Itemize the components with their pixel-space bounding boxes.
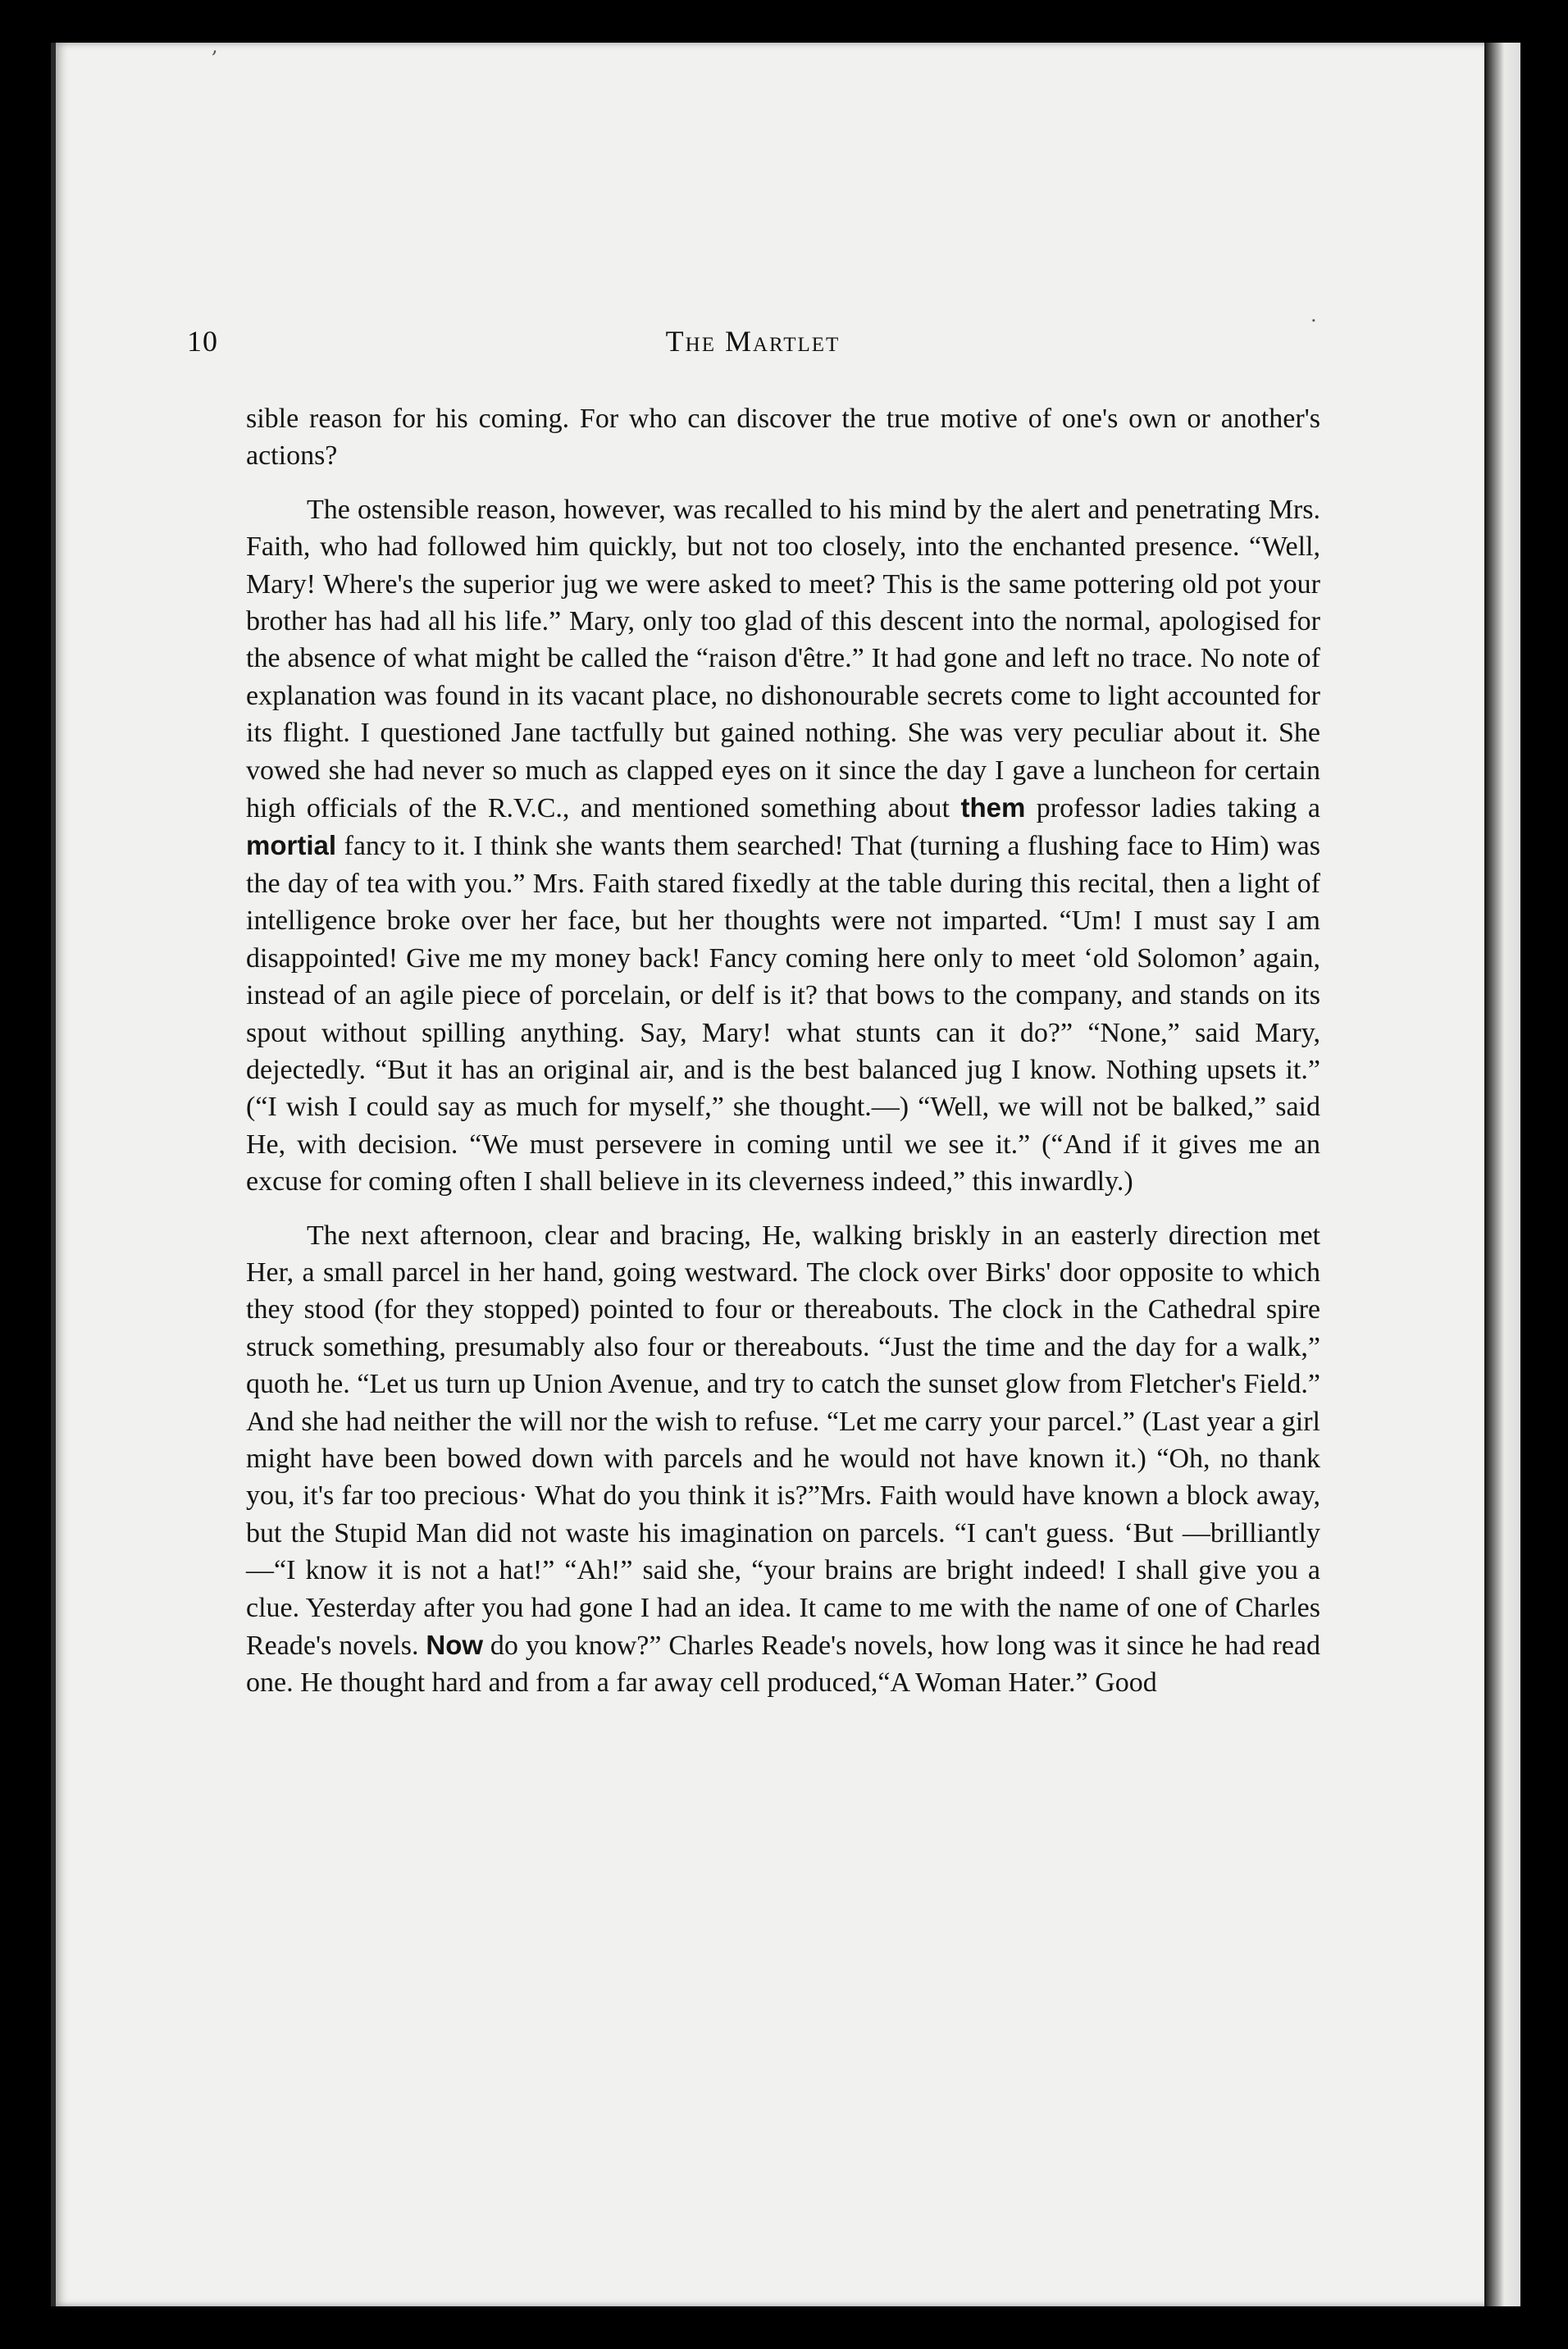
paragraph-text: do you know?” Charles Reade's novels, how long was it since he had read one. He thought hard and from a far away cell produced,“A Woman Hater.” Good: [246, 1631, 1320, 1699]
body-text: [246, 400, 1320, 1702]
paragraph: [246, 491, 1320, 1201]
scan-speck: .: [1310, 303, 1317, 326]
facing-page-edge: [1484, 43, 1520, 2306]
paragraph-text: The next afternoon, clear and bracing, He, walking briskly in an easterly direction met Her, a small parcel in her hand, going westward. The clock over Birks' door opposite to which they stood (for they stopped) pointed to four or thereabouts. The clock in the Cathedral spire struck something, presumably also four or thereabouts. “Just the time and the day for a walk,” quoth he. “Let us turn up Union Avenue, and try to catch the sunset glow from Fletcher's Field.” And she had neither the will nor the wish to refuse. “Let me carry your parcel.” (Last year a girl might have been bowed down with parcels and he would not have known it.) “Oh, no thank you, it's far too precious· What do you think it is?”Mrs. Faith would have known a block away, but the Stupid Man did not waste his imagination on parcels. “I can't guess. ‘But —brilliantly—“I know it is not a hat!” “Ah!” said she, “your brains are bright indeed! I shall give you a clue. Yesterday after you had gone I had an idea. It came to me with the name of one of Charles Reade's novels.: [246, 1220, 1320, 1661]
scan-speck: ,: [212, 34, 218, 57]
bold-word: mortial: [246, 830, 337, 861]
paragraph-text: fancy to it. I think she wants them searched! That (turning a flushing face to Him) was the day of tea with you.” Mrs. Faith stared fixedly at the table during this recital, then a light of intelligence broke over her face, but her thoughts were not imparted. “Um! I must say I am disappointed! Give me my money back! Fancy coming here only to meet ‘old Solomon’ again, instead of an agile piece of porcelain, or delf is it? that bows to the company, and stands on its spout without spilling anything. Say, Mary! what stunts can it do?” “None,” said Mary, dejectedly. “But it has an original air, and is the best balanced jug I know. Nothing upsets it.” (“I wish I could say as much for myself,” she thought.—) “Well, we will not be balked,” said He, with decision. “We must persevere in coming until we see it.” (“And if it gives me an excuse for coming often I shall believe in its cleverness indeed,” this inwardly.): [246, 831, 1320, 1197]
paragraph-text: professor ladies taking a: [1025, 793, 1320, 824]
page-header: [187, 324, 1319, 373]
paragraph-text: The ostensible reason, however, was recalled to his mind by the alert and penetrating Mrs. Faith, who had followed him quickly, but not too closely, into the enchanted presence. “Well, Mary! Where's the superior jug we were asked to meet? This is the same pottering old pot your brother has had all his life.” Mary, only too glad of this descent into the normal, apologised for the absence of what might be called the “raison d'être.” It had gone and left no trace. No note of explanation was found in its vacant place, no dishonourable secrets come to light accounted for its flight. I questioned Jane tactfully but gained nothing. She was very peculiar about it. She vowed she had never so much as clapped eyes on it since the day I gave a luncheon for certain high officials of the R.V.C., and mentioned something about: [246, 494, 1320, 824]
paragraph-text: sible reason for his coming. For who can discover the true motive of one's own or another's actions?: [246, 404, 1320, 472]
paragraph: [246, 1217, 1320, 1702]
paragraph-continued: [246, 400, 1320, 475]
bold-word: them: [960, 792, 1026, 823]
running-title: The Martlet: [665, 325, 841, 358]
page-number: 10: [187, 325, 218, 358]
bold-word: Now: [426, 1630, 484, 1660]
